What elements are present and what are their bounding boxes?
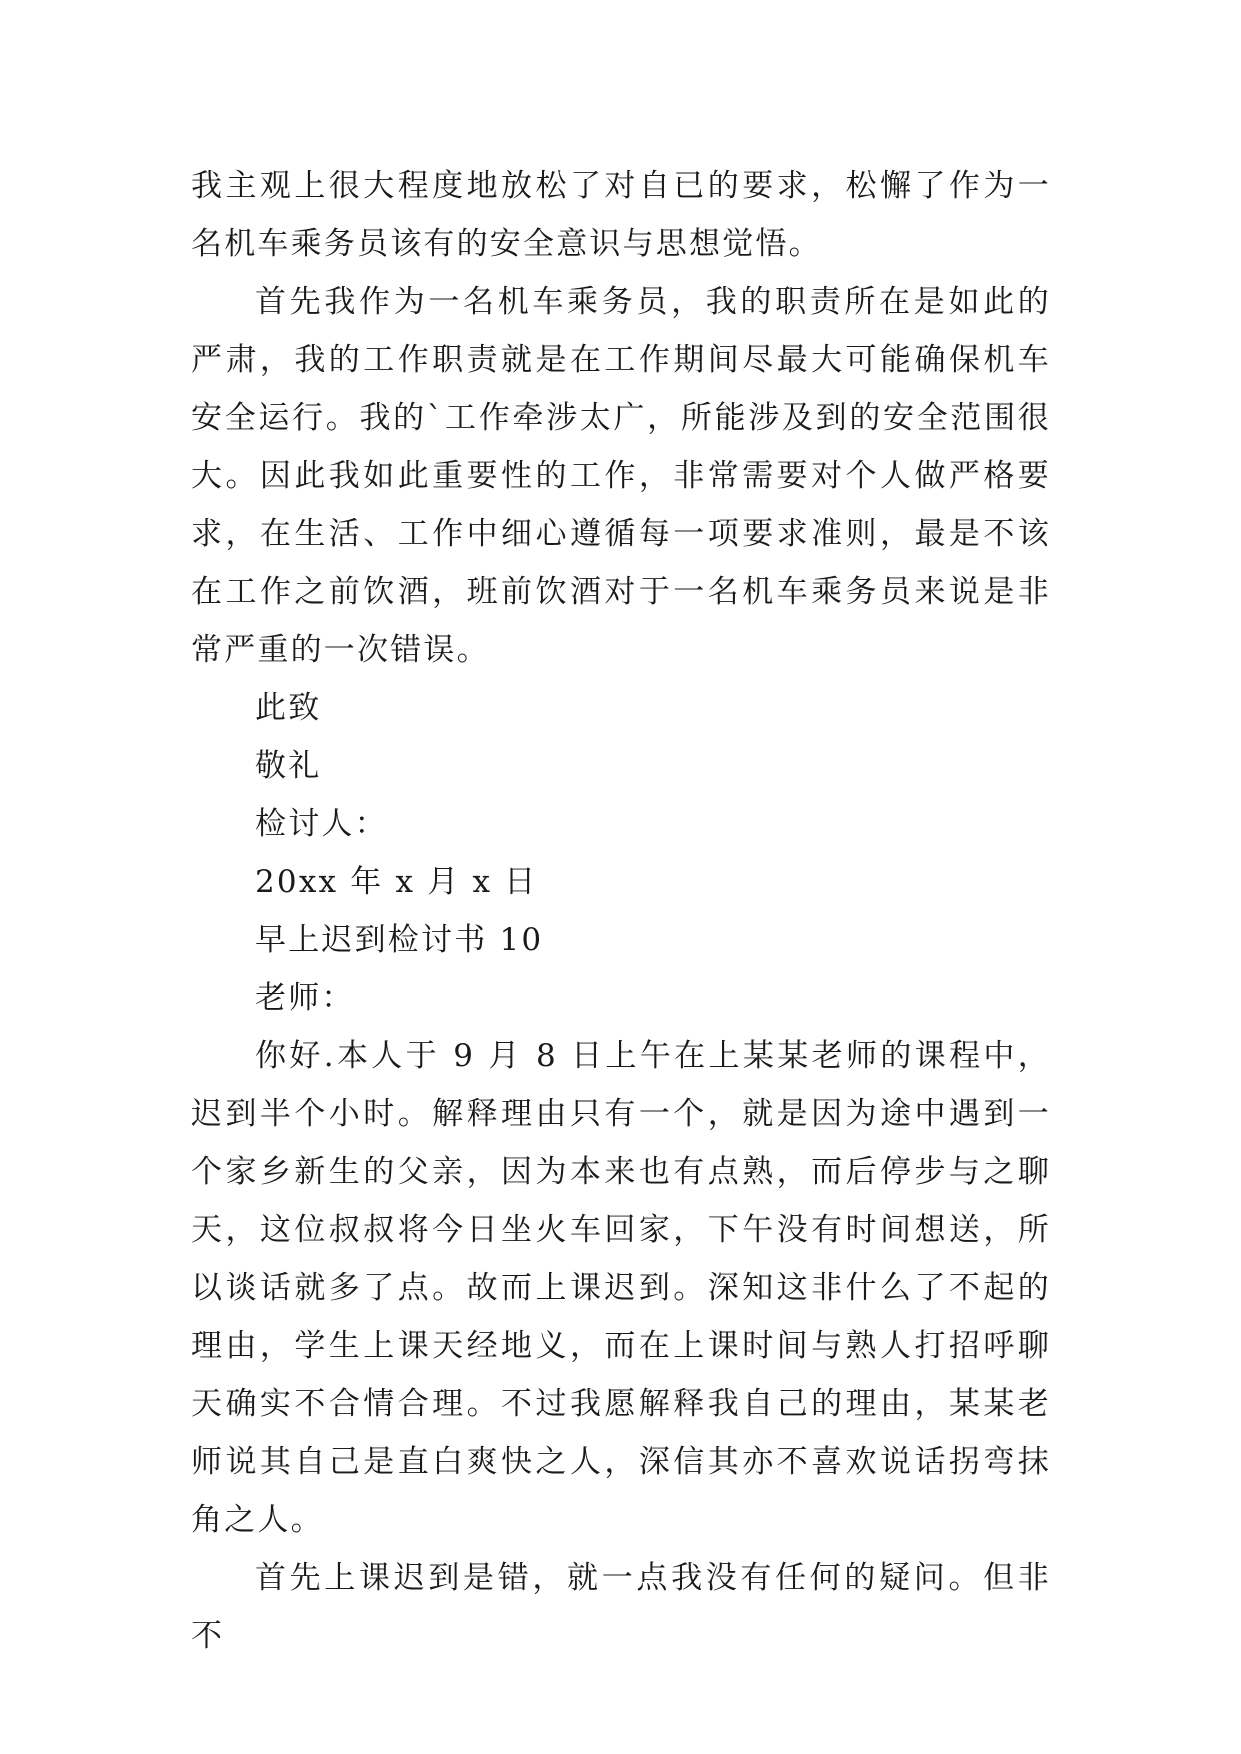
signer-label: 检讨人： [255, 806, 388, 842]
paragraph-late-reason: 你好.本人于 9 月 8 日上午在上某某老师的课程中，迟到半个小时。解释理由只有一个，就是因为途中遇到一个家乡新生的父亲，因为本来也有点熟，而后停步与之聊天，这位叔叔将今日坐火车回家，下午没有时间想送，所以谈话就多了点。故而上课迟到。深知这非什么了不起的理由，学生上课天经地义，而在上课时间与熟人打招呼聊天确实不合情合理。不过我愿解释我自己的理由，某某老师说其自己是直白爽快之人，深信其亦不喜欢说话拐弯抹角之人。 [191, 1038, 1051, 1538]
salutation-jingli: 敬礼 [255, 748, 322, 784]
section-title: 早上迟到检讨书 10 [255, 922, 544, 958]
paragraph-admission: 首先上课迟到是错，就一点我没有任何的疑问。但非不 [191, 1560, 1051, 1654]
paragraph-duty: 首先我作为一名机车乘务员，我的职责所在是如此的严肃，我的工作职责就是在工作期间尽最大可能确保机车安全运行。我的`工作牵涉太广，所能涉及到的安全范围很大。因此我如此重要性的工作，非常需要对个人做严格要求，在生活、工作中细心遵循每一项要求准则，最是不该在工作之前饮酒，班前饮酒对于一名机车乘务员来说是非常严重的一次错误。 [191, 284, 1051, 668]
addressee: 老师： [255, 980, 355, 1016]
salutation-cizhi: 此致 [255, 690, 322, 726]
document-body [191, 157, 1051, 1665]
paragraph-continuation: 我主观上很大程度地放松了对自已的要求，松懈了作为一名机车乘务员该有的安全意识与思想觉悟。 [191, 168, 1051, 262]
date-line: 20xx 年 x 月 x 日 [255, 864, 538, 900]
